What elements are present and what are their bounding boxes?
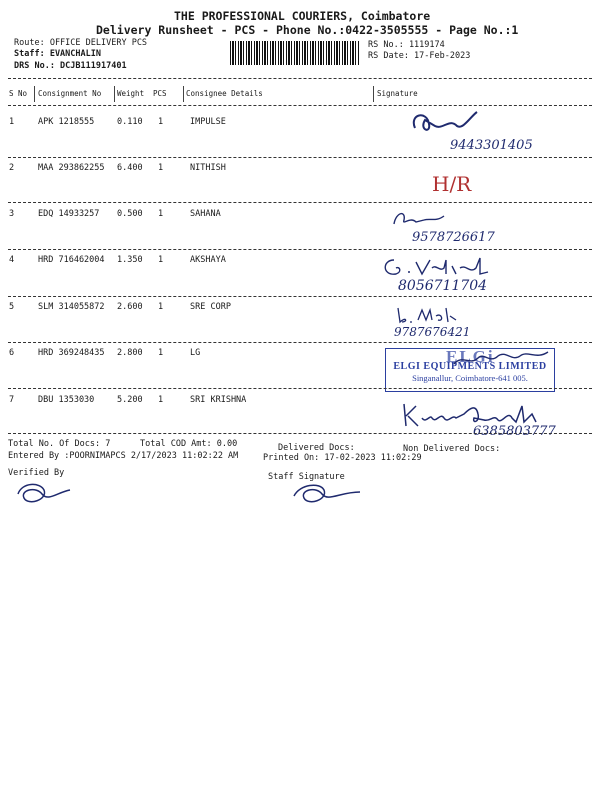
row-signature-text: 9578726617 (412, 230, 495, 245)
row-consignment: HRD 369248435 (38, 348, 105, 358)
row-pcs: 1 (158, 117, 164, 127)
row-consignee: NITHISH (190, 163, 226, 173)
runsheet-subtitle: Delivery Runsheet - PCS - Phone No.:0422-3505555 - Page No.:1 (96, 23, 519, 37)
signature-scribble (392, 302, 462, 326)
row-sno: 2 (9, 163, 15, 173)
separator-line (8, 202, 592, 203)
rs-number: RS No.: 1119174 (368, 40, 445, 50)
separator-line (8, 388, 592, 389)
row-consignee: IMPULSE (190, 117, 226, 127)
verified-signature (14, 478, 74, 508)
separator-line (8, 433, 592, 434)
row-sno: 6 (9, 348, 15, 358)
row-weight: 2.600 (117, 302, 143, 312)
row-signature-text: 9787676421 (394, 325, 471, 339)
barcode-image (230, 41, 360, 65)
col-header-consignee: Consignee Details (186, 89, 263, 98)
rs-date: RS Date: 17-Feb-2023 (368, 51, 471, 61)
staff-label: Staff: EVANCHALIN (14, 49, 101, 59)
drs-number: DRS No.: DCJB111917401 (14, 61, 127, 71)
stamp-logo-text: ELGi (446, 347, 495, 366)
col-header-consignment: Consignment No (38, 89, 102, 98)
separator-line (8, 105, 592, 106)
row-consignee: LG (190, 348, 201, 358)
row-consignment: HRD 716462004 (38, 255, 105, 265)
row-pcs: 1 (158, 163, 164, 173)
separator-line (8, 249, 592, 250)
row-pcs: 1 (158, 395, 164, 405)
row-consignment: SLM 314055872 (38, 302, 105, 312)
row-weight: 0.500 (117, 209, 143, 219)
delivered-docs: Delivered Docs: (278, 443, 355, 453)
column-divider (114, 86, 115, 102)
separator-line (8, 157, 592, 158)
row-signature-text: 9443301405 (450, 138, 533, 153)
row-consignment: DBU 1353030 (38, 395, 95, 405)
column-divider (373, 86, 374, 102)
col-header-signature: Signature (377, 89, 418, 98)
row-weight: 6.400 (117, 163, 143, 173)
row-sno: 1 (9, 117, 15, 127)
col-header-sno: S No (9, 89, 28, 98)
signature-scribble (405, 108, 495, 138)
row-consignment: APK 1218555 (38, 117, 95, 127)
row-signature-text: 8056711704 (398, 278, 488, 294)
row-signature-text: 6385803777 (473, 424, 556, 439)
row-sno: 4 (9, 255, 15, 265)
separator-line (8, 342, 592, 343)
column-divider (183, 86, 184, 102)
route-label: Route: OFFICE DELIVERY PCS (14, 38, 148, 48)
staff-signature-label: Staff Signature (268, 472, 345, 482)
separator-line (8, 78, 592, 79)
row-weight: 5.200 (117, 395, 143, 405)
row-sno: 3 (9, 209, 15, 219)
entered-by: Entered By :POORNIMAPCS 2/17/2023 11:02:22 AM (8, 451, 239, 461)
signature-scribble (390, 208, 450, 230)
row-signature-text: H/R (432, 172, 472, 196)
row-consignee: SRE CORP (190, 302, 231, 312)
printed-on: Printed On: 17-02-2023 11:02:29 (263, 453, 422, 463)
row-consignee: SRI KRISHNA (190, 395, 247, 405)
row-sno: 5 (9, 302, 15, 312)
row-pcs: 1 (158, 302, 164, 312)
row-consignee: AKSHAYA (190, 255, 226, 265)
stamp-line1: ELGI EQUIPMENTS LIMITED (393, 361, 547, 372)
row-sno: 7 (9, 395, 15, 405)
row-consignment: MAA 293862255 (38, 163, 105, 173)
stamp-line2: Singanallur, Coimbatore-641 005. (412, 373, 528, 383)
total-docs: Total No. Of Docs: 7 (8, 439, 111, 449)
verified-by-label: Verified By (8, 468, 65, 478)
col-header-weight: Weight (117, 89, 145, 98)
col-header-pcs: PCS (153, 89, 167, 98)
row-consignee: SAHANA (190, 209, 221, 219)
total-cod: Total COD Amt: 0.00 (140, 439, 238, 449)
row-weight: 0.110 (117, 117, 143, 127)
non-delivered-docs: Non Delivered Docs: (403, 444, 501, 454)
staff-signature (290, 478, 366, 508)
column-divider (34, 86, 35, 102)
separator-line (8, 296, 592, 297)
company-title: THE PROFESSIONAL COURIERS, Coimbatore (174, 9, 431, 23)
row-weight: 1.350 (117, 255, 143, 265)
row-pcs: 1 (158, 255, 164, 265)
row-pcs: 1 (158, 209, 164, 219)
signature-scribble (380, 250, 490, 280)
signature-scribble (448, 346, 558, 370)
row-consignment: EDQ 14933257 (38, 209, 100, 219)
row-pcs: 1 (158, 348, 164, 358)
row-weight: 2.800 (117, 348, 143, 358)
